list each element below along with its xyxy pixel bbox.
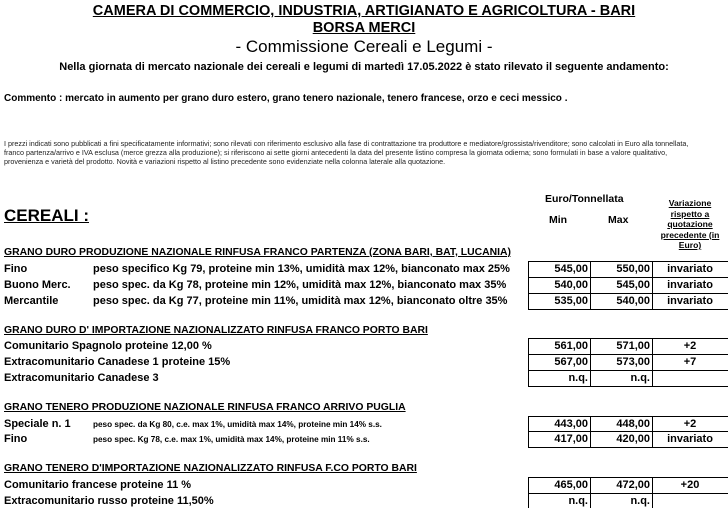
row-name: Speciale n. 1 [4,418,71,430]
price-max: n.q. [630,495,650,507]
price-variation: +2 [683,418,697,430]
unit-header: Euro/Tonnellata [545,193,624,205]
price-max: 420,00 [616,433,650,445]
row-description: peso specifico Kg 79, proteine min 13%, umidità max 12%, bianconato max 25% [93,263,510,275]
price-max: 550,00 [616,263,650,275]
borsa-title: BORSA MERCI [312,20,416,36]
price-min: 417,00 [554,433,588,445]
row-name: Fino [4,263,28,275]
section-title: GRANO TENERO PRODUZIONE NAZIONALE RINFUSA FRANCO ARRIVO PUGLIA [4,402,406,413]
price-min: 540,00 [554,279,588,291]
price-variation: +2 [683,340,697,352]
price-variation: +7 [683,356,697,368]
price-min: n.q. [568,372,588,384]
section-title: GRANO DURO PRODUZIONE NAZIONALE RINFUSA FRANCO PARTENZA (ZONA BARI, BAT, LUCANIA) [4,247,511,258]
price-max: 448,00 [616,418,650,430]
row-name: Extracomunitario Canadese 1 proteine 15% [4,356,231,368]
variation-header: Variazione rispetto a quotazione precedente (in Euro) [660,198,720,250]
price-variation: invariato [667,279,713,291]
market-comment: Commento : mercato in aumento per grano duro estero, grano tenero nazionale, tenero francese, orzo e ceci messico . [4,93,568,104]
row-description: peso spec. da Kg 80, c.e. max 1%, umidità max 14%, proteine min 14% s.s. [93,420,382,429]
row-name: Fino [4,433,28,445]
price-max: 472,00 [616,479,650,491]
price-variation: invariato [667,295,713,307]
price-variation: invariato [667,433,713,445]
max-header: Max [608,214,629,226]
row-description: peso spec. Kg 78, c.e. max 1%, umidità max 14%, proteine min 11% s.s. [93,435,370,444]
price-max: 545,00 [616,279,650,291]
row-name: Comunitario Spagnolo proteine 12,00 % [4,340,212,352]
price-min: 535,00 [554,295,588,307]
price-min: 545,00 [554,263,588,275]
disclaimer-line-1: I prezzi indicati sono pubblicati a fini specificatamente informativi; sono rilevati con riferimento esclusivo alla fase di contrattazione tra produttore e mediatore/grossista/rivenditore; sono calcolati in Euro alla tonnellata, [4,139,689,148]
row-name: Buono Merc. [4,279,71,291]
row-name: Mercantile [4,295,59,307]
section-title: GRANO DURO D' IMPORTAZIONE NAZIONALIZZATO RINFUSA FRANCO PORTO BARI [4,325,428,336]
min-header: Min [549,214,568,226]
price-max: n.q. [630,372,650,384]
disclaimer-line-3: provenienza e varietà del prodotto. Novità e variazioni rispetto al listino precedente sono evidenziate nella colonna laterale alla quotazione. [4,157,446,166]
market-day-line: Nella giornata di mercato nazionale dei cereali e legumi di martedì 17.05.2022 è stato rilevato il seguente andamento: [59,61,669,73]
price-min: n.q. [568,495,588,507]
price-variation: +20 [680,479,700,491]
row-name: Extracomunitario Canadese 3 [4,372,159,384]
row-name: Extracomunitario russo proteine 11,50% [4,495,214,507]
commission-title: - Commissione Cereali e Legumi - [235,37,493,56]
price-max: 571,00 [616,340,650,352]
price-min: 465,00 [554,479,588,491]
price-max: 573,00 [616,356,650,368]
price-max: 540,00 [616,295,650,307]
row-name: Comunitario francese proteine 11 % [4,479,192,491]
price-variation: invariato [667,263,713,275]
row-description: peso spec. da Kg 77, proteine min 11%, umidità max 12%, bianconato oltre 35% [93,295,508,307]
section-title: GRANO TENERO D'IMPORTAZIONE NAZIONALIZZATO RINFUSA F.CO PORTO BARI [4,463,417,474]
price-min: 567,00 [554,356,588,368]
price-min: 561,00 [554,340,588,352]
cereali-heading: CEREALI : [4,206,89,225]
price-min: 443,00 [554,418,588,430]
row-description: peso spec. da Kg 78, proteine min 12%, umidità max 12%, bianconato max 35% [93,279,507,291]
disclaimer-line-2: franco partenza/arrivo e IVA esclusa (merce grezza alla produzione); si riferiscono ai sette giorni antecedenti la data del presente listino compresa la giornata odierna; sono formulati in base a valore qualitativo, [4,148,668,157]
chamber-title: CAMERA DI COMMERCIO, INDUSTRIA, ARTIGIANATO E AGRICOLTURA - BARI [92,3,636,19]
